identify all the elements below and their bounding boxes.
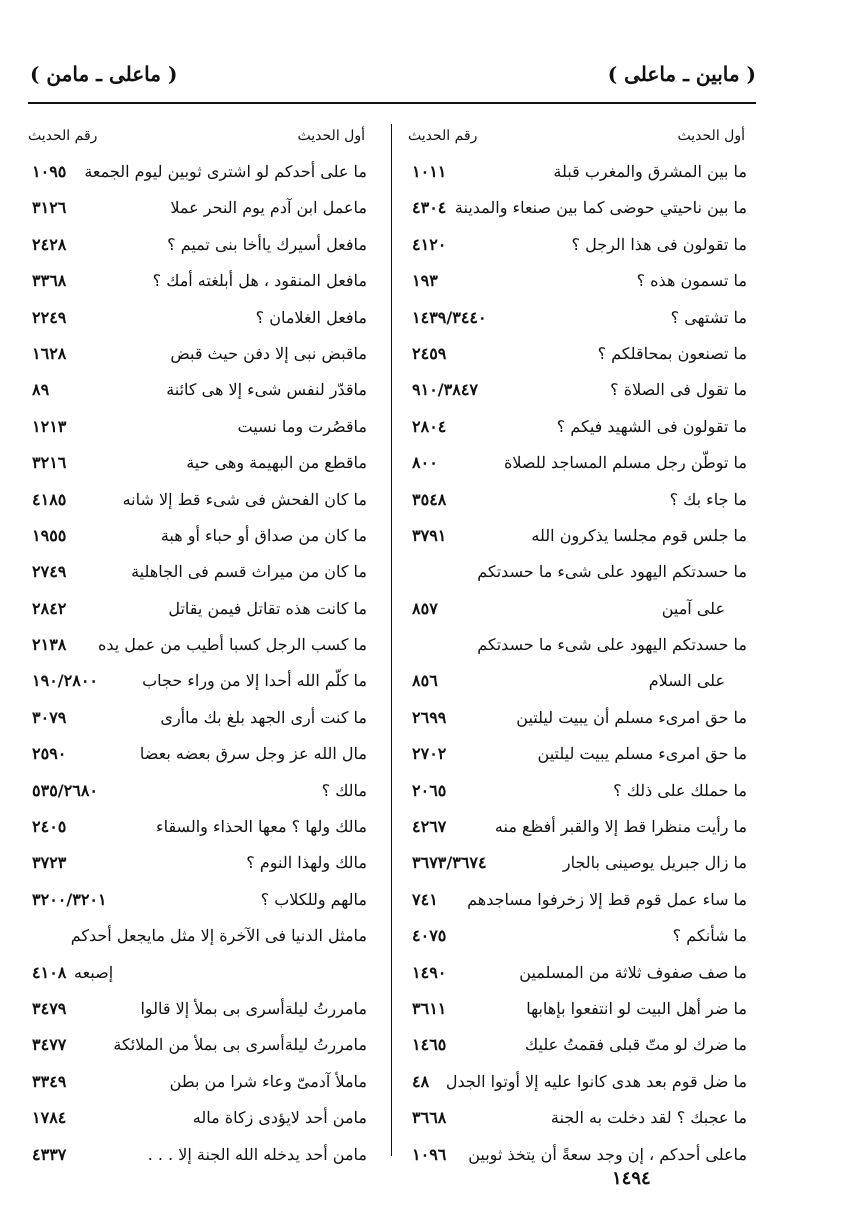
hadith-number: ٢٤٥٩ <box>412 343 447 363</box>
hadith-text: ماقدّر لنفس شىء إلا هى كائنة <box>166 380 367 400</box>
hadith-entry <box>28 700 373 736</box>
hadith-entry <box>408 336 753 372</box>
hadith-text: ما تقولون فى هذا الرجل ؟ <box>571 234 747 254</box>
hadith-entry <box>408 409 753 445</box>
hadith-number: ٣٢١٦ <box>32 453 67 473</box>
hadith-text: ما كلّم الله أحدا إلا من وراء حجاب <box>142 671 367 691</box>
hadith-entry <box>28 227 373 263</box>
hadith-entry <box>28 1137 373 1173</box>
hadith-number: ٣٧٩١ <box>412 525 447 545</box>
hadith-text: على السلام <box>648 671 725 691</box>
hadith-number: ٣٧٢٣ <box>32 853 67 873</box>
hadith-number: ٢٦٩٩ <box>412 707 447 727</box>
hadith-entry <box>408 154 753 190</box>
hadith-text: ما ضر أهل البيت لو انتفعوا بإهابها <box>526 998 747 1018</box>
hadith-number: ١٩٠/٢٨٠٠ <box>32 671 98 691</box>
hadith-text: مالك ولها ؟ معها الحذاء والسقاء <box>156 817 367 837</box>
hadith-text: ما كنت أرى الجهد بلغ بك ماأرى <box>160 707 367 727</box>
hadith-text: مامررتُ ليلةأسرى بى بملأ من الملائكة <box>113 1035 367 1055</box>
hadith-text: ما كانت هذه تقاتل فيمن يقاتل <box>168 598 367 618</box>
hadith-number: ٤٠٧٥ <box>412 926 447 946</box>
hadith-entry <box>408 445 753 481</box>
hadith-entry <box>408 809 753 845</box>
hadith-number: ٧٤١ <box>412 889 438 909</box>
hadith-entry <box>408 918 753 954</box>
hadith-entry <box>408 227 753 263</box>
hadith-number: ١٩٣ <box>412 271 438 291</box>
hadith-number: ٣٦٧٣/٣٦٧٤ <box>412 853 487 873</box>
hadith-number: ٢٤٢٨ <box>32 234 67 254</box>
header-right-title: ( مابين ـ ماعلى ) <box>607 62 756 86</box>
hadith-number: ٤٣٠٤ <box>412 198 447 218</box>
hadith-number: ١٤٣٩/٣٤٤٠ <box>412 307 487 327</box>
hadith-entry <box>408 190 753 226</box>
hadith-text: ما زال جبريل يوصينى بالجار <box>562 853 747 873</box>
hadith-number: ٣١٢٦ <box>32 198 67 218</box>
hadith-entry <box>28 627 373 663</box>
hadith-text: ما ساء عمل قوم قط إلا زخرفوا مساجدهم <box>467 889 747 909</box>
hadith-text: ما بين المشرق والمغرب قبلة <box>553 162 747 181</box>
hadith-text: ما حق امرىء مسلم أن يبيت ليلتين <box>516 707 747 727</box>
hadith-number: ٣٤٧٩ <box>32 998 67 1018</box>
hadith-text: ما حملك على ذلك ؟ <box>613 780 747 800</box>
hadith-entry <box>28 663 373 699</box>
hadith-text: مافعل المنقود ، هل أبلغته أمك ؟ <box>152 271 367 291</box>
hadith-entry <box>28 845 373 881</box>
hadith-number: ٤١٢٠ <box>412 234 447 254</box>
hadith-entry <box>408 518 753 554</box>
hadith-entry <box>408 627 753 663</box>
hadith-number: ١٠٩٦ <box>412 1144 447 1164</box>
hadith-text: ما كان من صداق أو حباء أو هبة <box>160 525 367 545</box>
hadith-number: ٣٦١١ <box>412 998 447 1018</box>
hadith-entry <box>408 482 753 518</box>
hadith-entry <box>28 809 373 845</box>
hadith-entry <box>408 1137 753 1173</box>
column-header-number: رقم الحديث <box>408 128 478 144</box>
hadith-number: ٢٤٠٥ <box>32 817 67 837</box>
hadith-number: ١٦٢٨ <box>32 343 67 363</box>
hadith-number: ١٠٩٥ <box>32 162 67 181</box>
hadith-number: ٨٥٧ <box>412 598 438 618</box>
hadith-entry <box>28 591 373 627</box>
hadith-text: ما ضرك لو متّ قبلى فقمتُ عليك <box>525 1035 747 1055</box>
hadith-text: ما جلس قوم مجلسا يذكرون الله <box>531 525 747 545</box>
hadith-text: مافعل أسيرك ياأخا بنى تميم ؟ <box>167 234 367 254</box>
hadith-number: ٢٧٤٩ <box>32 562 67 582</box>
hadith-text: مالك ؟ <box>321 780 367 800</box>
hadith-entry <box>28 1064 373 1100</box>
hadith-number: ٤١٨٥ <box>32 489 67 509</box>
hadith-text: ما تقول فى الصلاة ؟ <box>610 380 747 400</box>
hadith-entry <box>28 882 373 918</box>
hadith-entry <box>28 918 373 954</box>
hadith-text: ما كسب الرجل كسبا أطيب من عمل يده <box>97 635 367 655</box>
hadith-entry <box>28 300 373 336</box>
hadith-entry <box>28 445 373 481</box>
hadith-number: ٤٢٦٧ <box>412 817 447 837</box>
hadith-number: ١٢١٣ <box>32 416 67 436</box>
hadith-entry <box>28 154 373 190</box>
hadith-entry <box>408 663 753 699</box>
hadith-entry <box>28 736 373 772</box>
hadith-text: ما ضل قوم بعد هدى كانوا عليه إلا أوتوا الجدل <box>445 1071 747 1091</box>
hadith-number: ٨٠٠ <box>412 453 438 473</box>
hadith-entry <box>408 882 753 918</box>
hadith-entry <box>408 1100 753 1136</box>
hadith-entry <box>28 409 373 445</box>
hadith-number: ٣٤٧٧ <box>32 1035 67 1055</box>
hadith-entry <box>408 955 753 991</box>
column-divider <box>391 124 392 1156</box>
hadith-text: ما تقولون فى الشهيد فيكم ؟ <box>556 416 747 436</box>
column-header <box>408 124 753 154</box>
hadith-text: مامررتُ ليلةأسرى بى بملأ إلا قالوا <box>140 998 367 1018</box>
hadith-number: ٢٢٤٩ <box>32 307 67 327</box>
hadith-text: ما بين ناحيتي حوضى كما بين صنعاء والمدينة <box>454 198 747 218</box>
hadith-text: ما تشتهى ؟ <box>670 307 747 327</box>
hadith-text: ما رأيت منظرا قط إلا والقبر أفظع منه <box>494 817 747 837</box>
hadith-text: ماقبض نبى إلا دفن حيث قبض <box>170 343 367 363</box>
hadith-entry <box>28 336 373 372</box>
hadith-entry <box>408 591 753 627</box>
hadith-number: ٩١٠/٣٨٤٧ <box>412 380 478 400</box>
hadith-number: ٨٥٦ <box>412 671 438 691</box>
hadith-text: ماعمل ابن آدم يوم النحر عملا <box>170 198 367 218</box>
hadith-number: ١٠١١ <box>412 162 447 181</box>
hadith-text: ماملأ آدمىّ وعاء شرا من بطن <box>169 1071 367 1091</box>
hadith-entry <box>28 991 373 1027</box>
hadith-entry <box>408 845 753 881</box>
hadith-text: ما حق امرىء مسلم يبيت ليلتين <box>537 744 747 764</box>
hadith-entry <box>28 1027 373 1063</box>
left-entries <box>28 154 373 1173</box>
hadith-number: ٤١٠٨ <box>32 962 67 982</box>
hadith-text: مامن أحد لايؤدى زكاة ماله <box>192 1108 367 1128</box>
hadith-number: ٤٨ <box>412 1071 430 1091</box>
column-header-first: أول الحديث <box>297 128 365 144</box>
column-header <box>28 124 373 154</box>
hadith-entry <box>408 700 753 736</box>
header-rule <box>28 102 756 104</box>
hadith-entry <box>408 736 753 772</box>
hadith-number: ٥٣٥/٢٦٨٠ <box>32 780 98 800</box>
hadith-entry <box>28 263 373 299</box>
hadith-entry <box>408 1064 753 1100</box>
hadith-text: مافعل الغلامان ؟ <box>255 307 367 327</box>
page-header <box>30 62 756 98</box>
hadith-number: ١٤٩٠ <box>412 962 447 982</box>
hadith-number: ٢١٣٨ <box>32 635 67 655</box>
hadith-entry <box>408 263 753 299</box>
hadith-text: ما كان الفحش فى شىء قط إلا شانه <box>122 489 367 509</box>
hadith-entry <box>28 482 373 518</box>
hadith-number: ٣٢٠٠/٣٢٠١ <box>32 889 107 909</box>
right-column <box>408 124 753 1173</box>
column-header-first: أول الحديث <box>677 128 745 144</box>
left-column <box>28 124 373 1173</box>
hadith-number: ٣٥٤٨ <box>412 489 447 509</box>
hadith-text: ما كان من ميراث قسم فى الجاهلية <box>131 562 367 582</box>
hadith-text: ما توطّن رجل مسلم المساجد للصلاة <box>503 453 747 473</box>
hadith-text: ماقطع من البهيمة وهى حية <box>186 453 367 473</box>
hadith-number: ١٧٨٤ <box>32 1108 67 1128</box>
hadith-text: مالك ولهذا النوم ؟ <box>246 853 367 873</box>
hadith-entry <box>408 1027 753 1063</box>
hadith-number: ١٤٦٥ <box>412 1035 447 1055</box>
hadith-text: مامثل الدنيا فى الآخرة إلا مثل مايجعل أحدكم <box>70 926 367 946</box>
hadith-text: على آمين <box>661 598 725 618</box>
hadith-number: ٢٨٠٤ <box>412 416 447 436</box>
hadith-entry <box>408 773 753 809</box>
hadith-text: ما حسدتكم اليهود على شىء ما حسدتكم <box>477 635 747 655</box>
hadith-entry <box>28 955 373 991</box>
hadith-number: ١٩٥٥ <box>32 525 67 545</box>
hadith-text: ما حسدتكم اليهود على شىء ما حسدتكم <box>477 562 747 582</box>
hadith-text: ما عجبك ؟ لقد دخلت به الجنة <box>550 1108 747 1128</box>
hadith-text: ما شأنكم ؟ <box>672 926 747 946</box>
hadith-text: مال الله عز وجل سرق بعضه بعضا <box>139 744 367 764</box>
hadith-entry <box>28 190 373 226</box>
hadith-entry <box>408 991 753 1027</box>
hadith-text: ما تسمون هذه ؟ <box>636 271 747 291</box>
hadith-entry <box>28 1100 373 1136</box>
hadith-number: ٨٩ <box>32 380 50 400</box>
hadith-entry <box>408 300 753 336</box>
page-number: ١٤٩٤ <box>612 1168 651 1189</box>
hadith-text: مامن أحد يدخله الله الجنة إلا . . . <box>147 1144 367 1164</box>
hadith-text: مالهم وللكلاب ؟ <box>260 889 367 909</box>
hadith-number: ٣٠٧٩ <box>32 707 67 727</box>
column-header-number: رقم الحديث <box>28 128 98 144</box>
hadith-number: ٢٨٤٢ <box>32 598 67 618</box>
hadith-text: ماعلى أحدكم ، إن وجد سعةً أن يتخذ ثوبين <box>468 1144 747 1164</box>
right-entries <box>408 154 753 1173</box>
hadith-entry <box>28 372 373 408</box>
hadith-number: ٢٠٦٥ <box>412 780 447 800</box>
hadith-entry <box>28 518 373 554</box>
hadith-entry <box>28 554 373 590</box>
hadith-text: ما تصنعون بمحاقلكم ؟ <box>597 343 747 363</box>
hadith-entry <box>28 773 373 809</box>
hadith-text: ما جاء بك ؟ <box>669 489 747 509</box>
hadith-number: ٣٣٦٨ <box>32 271 67 291</box>
hadith-entry <box>408 372 753 408</box>
hadith-entry <box>408 554 753 590</box>
hadith-number: ٤٣٣٧ <box>32 1144 67 1164</box>
hadith-number: ٢٥٩٠ <box>32 744 67 764</box>
hadith-text: ما على أحدكم لو اشترى ثوبين ليوم الجمعة <box>84 162 367 181</box>
hadith-text: إصبعه <box>74 962 114 982</box>
hadith-number: ٢٧٠٢ <box>412 744 447 764</box>
header-left-title: ( ماعلى ـ مامن ) <box>30 62 178 86</box>
hadith-number: ٣٣٤٩ <box>32 1071 67 1091</box>
hadith-number: ٣٦٦٨ <box>412 1108 447 1128</box>
hadith-text: ما صف صفوف ثلاثة من المسلمين <box>519 962 747 982</box>
hadith-text: ماقصُرت وما نسيت <box>237 416 367 436</box>
